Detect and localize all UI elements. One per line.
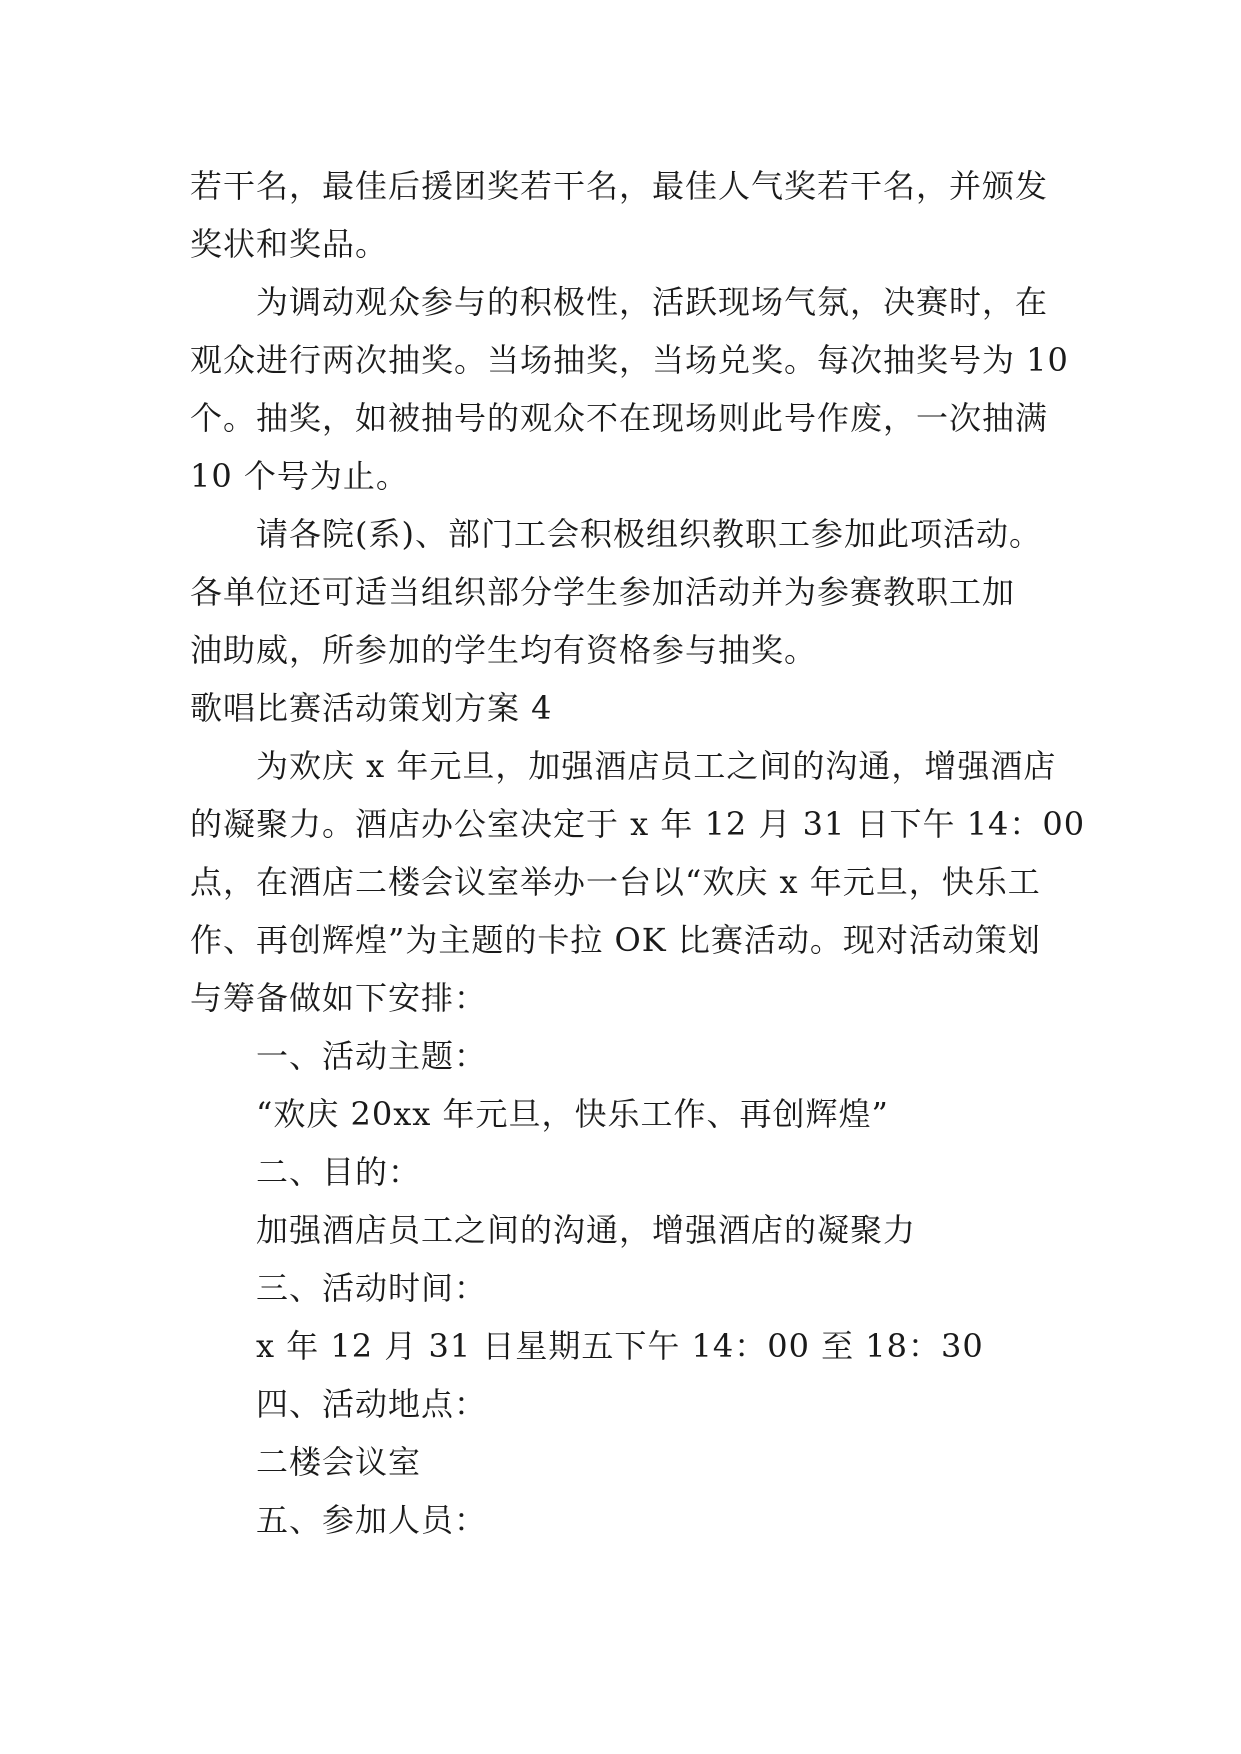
- section-heading: 歌唱比赛活动策划方案 4: [190, 689, 553, 727]
- text-line: 点，在酒店二楼会议室举办一台以“欢庆 x 年元旦，快乐工: [190, 863, 1041, 901]
- text-line: 作、再创辉煌”为主题的卡拉 OK 比赛活动。现对活动策划: [190, 921, 1041, 959]
- text-line: 油助威，所参加的学生均有资格参与抽奖。: [190, 631, 818, 669]
- text-line: 为调动观众参与的积极性，活跃现场气氛，决赛时，在: [256, 283, 1049, 321]
- text-line: 四、活动地点：: [256, 1385, 488, 1423]
- text-line: 10 个号为止。: [190, 457, 409, 495]
- text-line: 三、活动时间：: [256, 1269, 488, 1307]
- text-line: “欢庆 20xx 年元旦，快乐工作、再创辉煌”: [256, 1095, 889, 1133]
- text-line: 二楼会议室: [256, 1443, 422, 1481]
- text-line: 奖状和奖品。: [190, 225, 389, 263]
- text-line: 请各院(系)、部门工会积极组织教职工参加此项活动。: [256, 515, 1042, 553]
- text-line: 一、活动主题：: [256, 1037, 488, 1075]
- text-line: 五、参加人员：: [256, 1501, 488, 1539]
- text-line: 与筹备做如下安排：: [190, 979, 488, 1017]
- text-line: 各单位还可适当组织部分学生参加活动并为参赛教职工加: [190, 573, 1016, 611]
- text-line: 个。抽奖，如被抽号的观众不在现场则此号作废，一次抽满: [190, 399, 1049, 437]
- text-line: 加强酒店员工之间的沟通，增强酒店的凝聚力: [256, 1211, 917, 1249]
- text-line: 观众进行两次抽奖。当场抽奖，当场兑奖。每次抽奖号为 10: [190, 341, 1069, 379]
- text-line: 若干名，最佳后援团奖若干名，最佳人气奖若干名，并颁发: [190, 167, 1049, 205]
- text-line: 为欢庆 x 年元旦，加强酒店员工之间的沟通，增强酒店: [256, 747, 1057, 785]
- text-line: 二、目的：: [256, 1153, 422, 1191]
- text-line: 的凝聚力。酒店办公室决定于 x 年 12 月 31 日下午 14：00: [190, 805, 1086, 843]
- text-line: x 年 12 月 31 日星期五下午 14：00 至 18：30: [256, 1327, 984, 1365]
